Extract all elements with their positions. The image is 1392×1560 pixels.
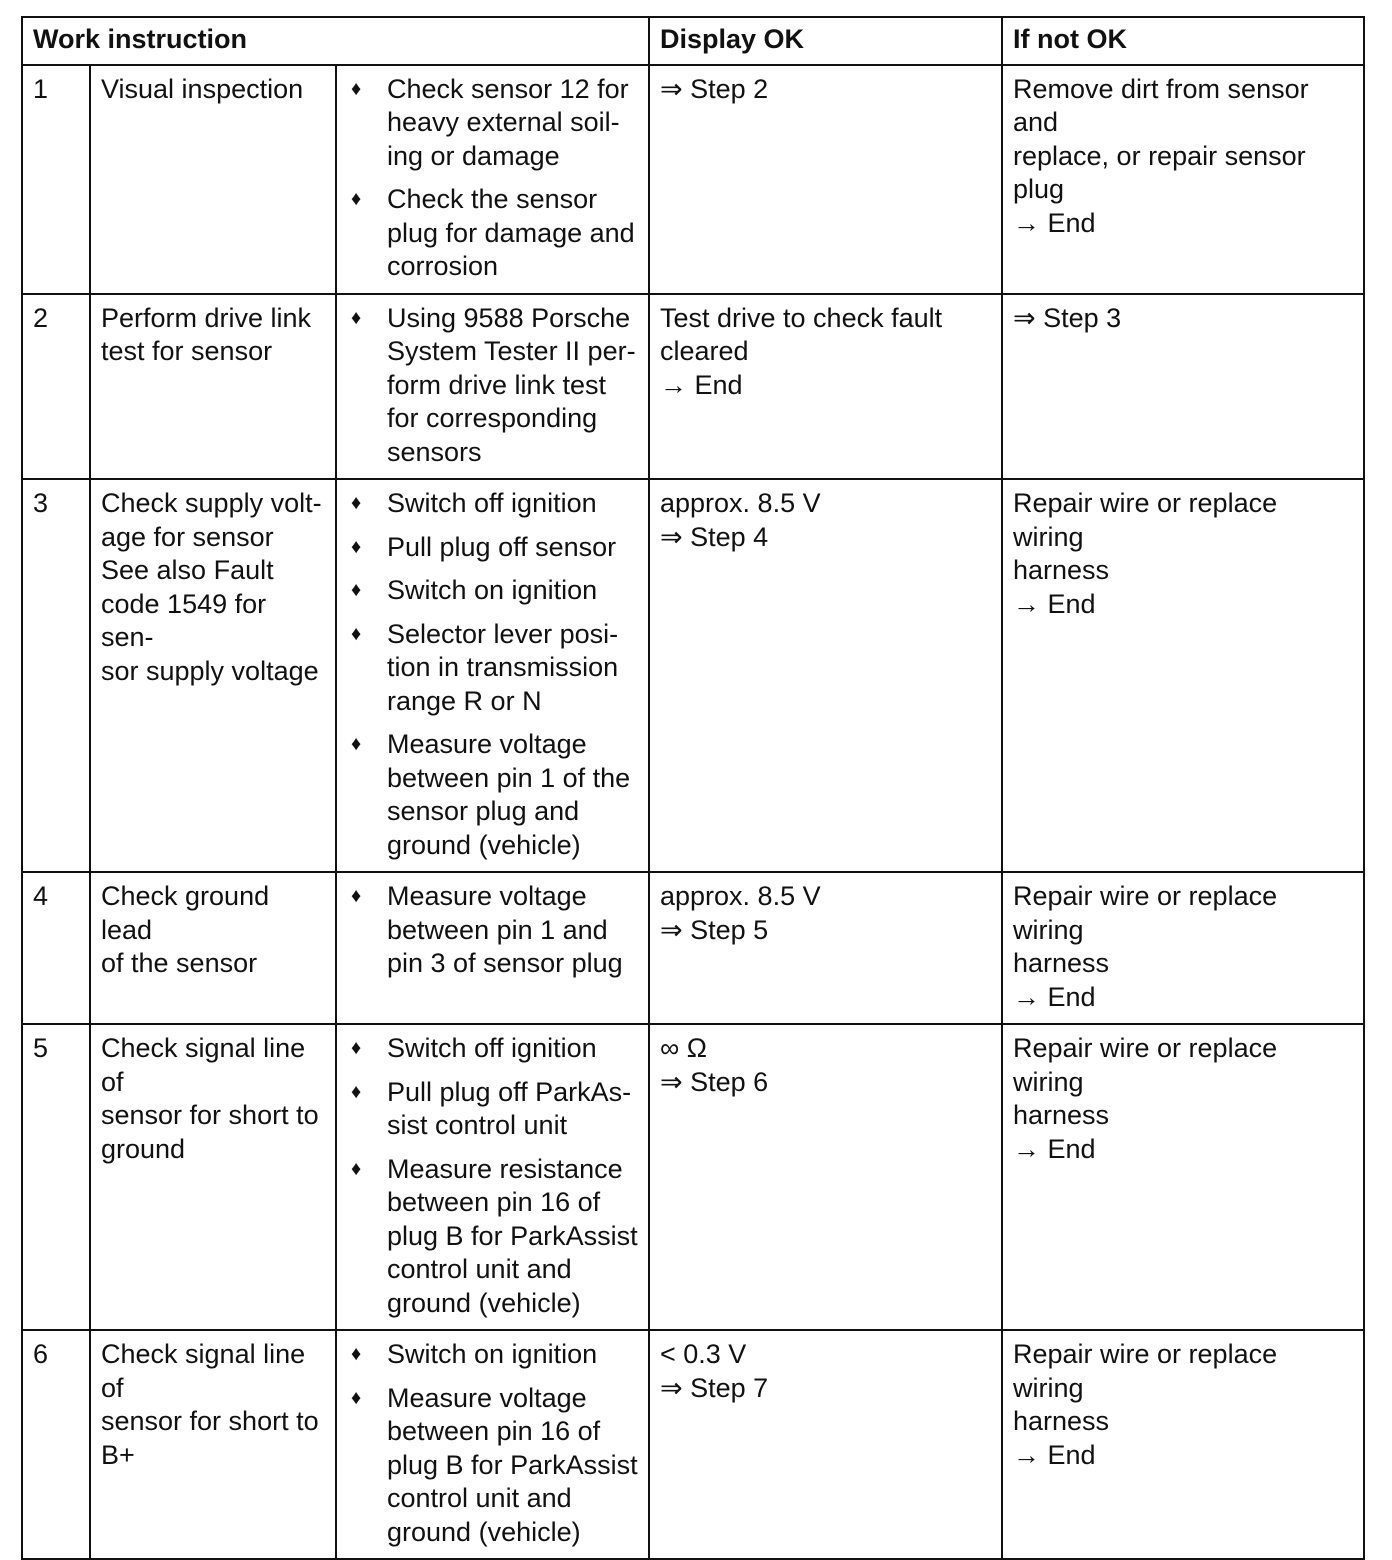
step-number: 6 [22, 1330, 90, 1559]
if-not-ok-cell: Repair wire or replace wiring harness → End [1002, 479, 1364, 872]
display-ok-cell: ⇒ Step 2 [649, 65, 1002, 294]
action-text: Switch off ignition [387, 1033, 597, 1063]
display-ok-cell: approx. 8.5 V ⇒ Step 5 [649, 872, 1002, 1024]
action-item [347, 880, 642, 981]
action-item [347, 183, 642, 284]
diamond-bullet-icon: ♦ [351, 622, 362, 645]
table-row [22, 1330, 1364, 1559]
step-title: Visual inspection [90, 65, 336, 294]
action-item [347, 728, 642, 862]
action-text: Pull plug off sensor [387, 531, 617, 562]
if-not-ok-cell: Repair wire or replace wiring harness → End [1002, 872, 1364, 1024]
header-if-not-ok: If not OK [1002, 17, 1364, 65]
diamond-bullet-icon: ♦ [351, 492, 362, 514]
header-work-instruction: Work instruction [22, 17, 649, 65]
table-body [22, 17, 1364, 1559]
diamond-bullet-icon: ♦ [351, 535, 362, 558]
action-text: Selector lever posi- tion in transmission range R or N [387, 618, 619, 716]
step-title: Check ground lead of the sensor [90, 872, 336, 1024]
diamond-bullet-icon: ♦ [351, 306, 362, 329]
table-row [22, 1024, 1364, 1330]
diamond-bullet-icon: ♦ [351, 885, 362, 907]
action-text: Check the sensor plug for damage and corrosion [387, 184, 635, 281]
action-item [347, 73, 642, 174]
action-text: Switch off ignition [387, 488, 597, 518]
action-item [347, 1032, 642, 1066]
action-item [347, 487, 642, 521]
diamond-bullet-icon: ♦ [351, 1157, 362, 1180]
header-row [22, 17, 1364, 65]
display-ok-cell: Test drive to check fault cleared → End [649, 294, 1002, 480]
table-row [22, 65, 1364, 294]
action-text: Switch on ignition [387, 575, 598, 605]
step-number: 1 [22, 65, 90, 294]
step-title: Check supply volt- age for sensor See also Fault code 1549 for sen- sor supply voltage [90, 479, 336, 872]
if-not-ok-cell: Remove dirt from sensor and replace, or repair sensor plug → End [1002, 65, 1364, 294]
diamond-bullet-icon: ♦ [351, 188, 362, 210]
table-row [22, 479, 1364, 872]
action-text: Using 9588 Porsche System Tester II per- form drive link test for corresponding sensors [387, 302, 636, 467]
action-item [347, 1153, 642, 1321]
diamond-bullet-icon: ♦ [351, 579, 362, 601]
header-display-ok: Display OK [649, 17, 1002, 65]
diamond-bullet-icon: ♦ [351, 1080, 362, 1103]
action-item [347, 1338, 642, 1372]
if-not-ok-cell: ⇒ Step 3 [1002, 294, 1364, 480]
if-not-ok-cell: Repair wire or replace wiring harness → End [1002, 1024, 1364, 1330]
action-item [347, 1076, 642, 1143]
diamond-bullet-icon: ♦ [351, 1343, 362, 1365]
action-item [347, 1382, 642, 1550]
diamond-bullet-icon: ♦ [351, 1386, 362, 1409]
step-title: Check signal line of sensor for short to B+ [90, 1330, 336, 1559]
action-item [347, 531, 642, 565]
diamond-bullet-icon: ♦ [351, 1037, 362, 1059]
step-actions [336, 65, 649, 294]
step-title: Check signal line of sensor for short to ground [90, 1024, 336, 1330]
action-item [347, 302, 642, 470]
action-text: Measure voltage between pin 16 of plug B for ParkAssist control unit and ground (vehicle) [387, 1382, 638, 1547]
display-ok-cell: < 0.3 V ⇒ Step 7 [649, 1330, 1002, 1559]
table-row [22, 872, 1364, 1024]
step-number: 3 [22, 479, 90, 872]
step-actions [336, 1024, 649, 1330]
action-text: Measure voltage between pin 1 and pin 3 of sensor plug [387, 881, 623, 978]
action-list [347, 880, 642, 981]
action-list [347, 73, 642, 284]
step-actions [336, 1330, 649, 1559]
display-ok-cell: approx. 8.5 V ⇒ Step 4 [649, 479, 1002, 872]
action-item [347, 574, 642, 608]
step-title: Perform drive link test for sensor [90, 294, 336, 480]
work-instruction-table [21, 16, 1365, 1560]
action-text: Pull plug off ParkAs- sist control unit [387, 1076, 632, 1140]
step-actions [336, 872, 649, 1024]
action-text: Check sensor 12 for heavy external soil- ing or damage [387, 73, 629, 171]
action-list [347, 1032, 642, 1320]
action-list [347, 1338, 642, 1549]
action-text: Measure resistance between pin 16 of plug B for ParkAssist control unit and ground (vehicle) [387, 1153, 638, 1318]
step-actions [336, 294, 649, 480]
diamond-bullet-icon: ♦ [351, 77, 362, 100]
diamond-bullet-icon: ♦ [351, 733, 362, 755]
action-list [347, 302, 642, 470]
action-text: Measure voltage between pin 1 of the sensor plug and ground (vehicle) [387, 729, 631, 860]
step-number: 4 [22, 872, 90, 1024]
step-actions [336, 479, 649, 872]
if-not-ok-cell: Repair wire or replace wiring harness → End [1002, 1330, 1364, 1559]
action-item [347, 618, 642, 719]
action-list [347, 487, 642, 862]
display-ok-cell: ∞ Ω ⇒ Step 6 [649, 1024, 1002, 1330]
step-number: 2 [22, 294, 90, 480]
step-number: 5 [22, 1024, 90, 1330]
table-row [22, 294, 1364, 480]
action-text: Switch on ignition [387, 1339, 598, 1369]
